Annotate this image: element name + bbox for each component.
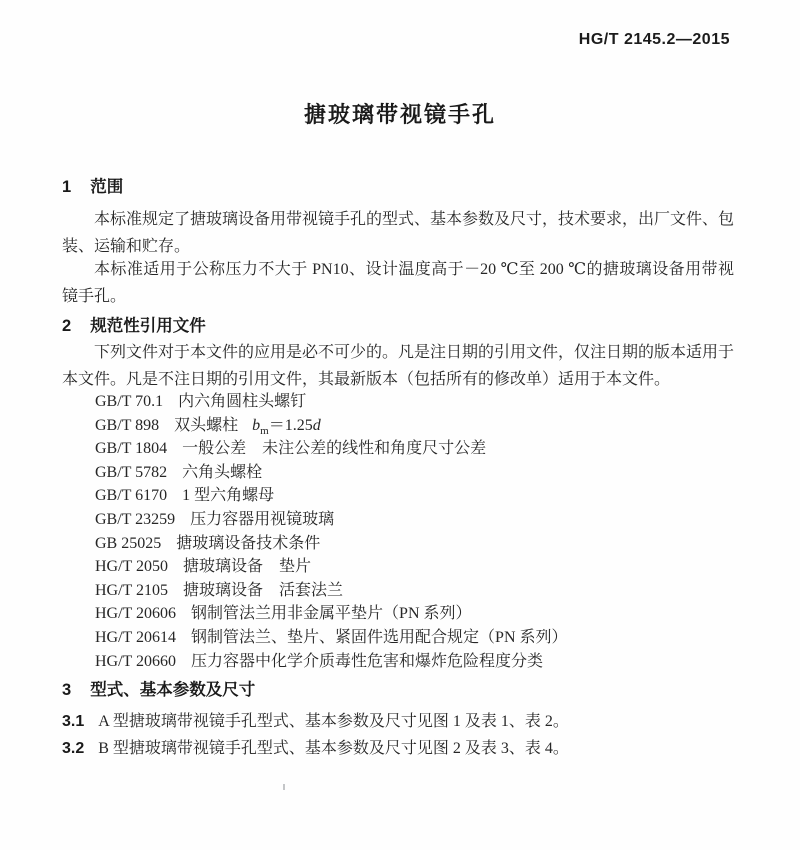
clause-text: A 型搪玻璃带视镜手孔型式、基本参数及尺寸见图 1 及表 1、表 2。 [98,713,569,730]
section-1-paragraph-2: 本标准适用于公称压力不大于 PN10、设计温度高于－20 ℃至 200 ℃的搪玻璃设备用带视镜手孔。 [62,261,734,305]
reference-title: 内六角圆柱头螺钉 [178,393,307,410]
reference-row [95,579,734,603]
reference-code: GB/T 5782 [95,463,168,481]
reference-title: 钢制管法兰用非金属平垫片（PN 系列） [191,605,472,623]
clause-3-2 [62,737,734,761]
reference-row [95,461,734,485]
reference-code: HG/T 20606 [95,605,177,623]
section-3-heading [62,676,732,700]
section-1-heading [62,173,732,197]
reference-title: 钢制管法兰、垫片、紧固件选用配合规定（PN 系列） [191,628,568,646]
reference-row [95,532,734,556]
reference-title: 搪玻璃设备技术条件 [176,534,321,552]
reference-title: 压力容器中化学介质毒性危害和爆炸危险程度分类 [191,652,544,670]
reference-code: GB 25025 [95,534,162,552]
reference-row [95,414,734,438]
clause-text: B 型搪玻璃带视镜手孔型式、基本参数及尺寸见图 2 及表 3、表 4。 [98,740,569,757]
section-2-number: 2 [62,317,72,335]
reference-code: GB/T 23259 [95,510,176,528]
reference-title: 六角头螺栓 [182,463,263,481]
document-title: 搪玻璃带视镜手孔 [303,102,496,127]
clause-3-1 [62,710,734,734]
reference-title: 压力容器用视镜玻璃 [190,510,335,528]
reference-row [95,390,734,414]
reference-title: 搪玻璃设备 活套法兰 [183,581,344,599]
reference-code: HG/T 20660 [95,652,177,670]
reference-code: GB/T 6170 [95,487,168,505]
section-1-number: 1 [62,178,72,196]
clause-number: 3.2 [62,740,85,757]
reference-row [95,508,734,532]
section-2-heading [62,312,732,336]
section-3-title: 型式、基本参数及尺寸 [90,681,256,699]
clause-number: 3.1 [62,713,85,730]
section-2-paragraph: 下列文件对于本文件的应用是必不可少的。凡是注日期的引用文件，仅注日期的版本适用于本文件。凡是不注日期的引用文件，其最新版本（包括所有的修改单）适用于本文件。 [62,344,735,388]
section-2-title: 规范性引用文件 [90,317,206,335]
reference-code: GB/T 1804 [95,440,168,458]
reference-title: 搪玻璃设备 垫片 [183,558,312,576]
reference-code: HG/T 2050 [95,558,169,576]
reference-code: HG/T 20614 [95,628,177,646]
reference-row [95,626,734,650]
reference-row [95,437,734,461]
reference-code: GB/T 70.1 [95,393,164,410]
reference-title: 1 型六角螺母 [182,487,275,505]
section-1-title: 范围 [90,178,124,196]
reference-formula: $b_m=1.25d$ [252,416,321,437]
reference-code: HG/T 2105 [95,581,169,599]
standard-number: HG/T 2145.2—2015 [578,31,730,48]
scan-artifact [283,784,285,790]
reference-title: 一般公差 未注公差的线性和角度尺寸公差 [182,440,487,458]
reference-row [95,484,734,508]
reference-list [95,390,734,673]
reference-row [95,555,734,579]
section-3-number: 3 [62,681,72,699]
reference-title: 双头螺柱 [174,416,239,434]
reference-row [95,602,734,626]
reference-code: GB/T 898 [95,416,160,434]
section-1-paragraph-1: 本标准规定了搪玻璃设备用带视镜手孔的型式、基本参数及尺寸，技术要求，出厂文件、包装、运输和贮存。 [62,211,735,255]
reference-row [95,650,734,674]
